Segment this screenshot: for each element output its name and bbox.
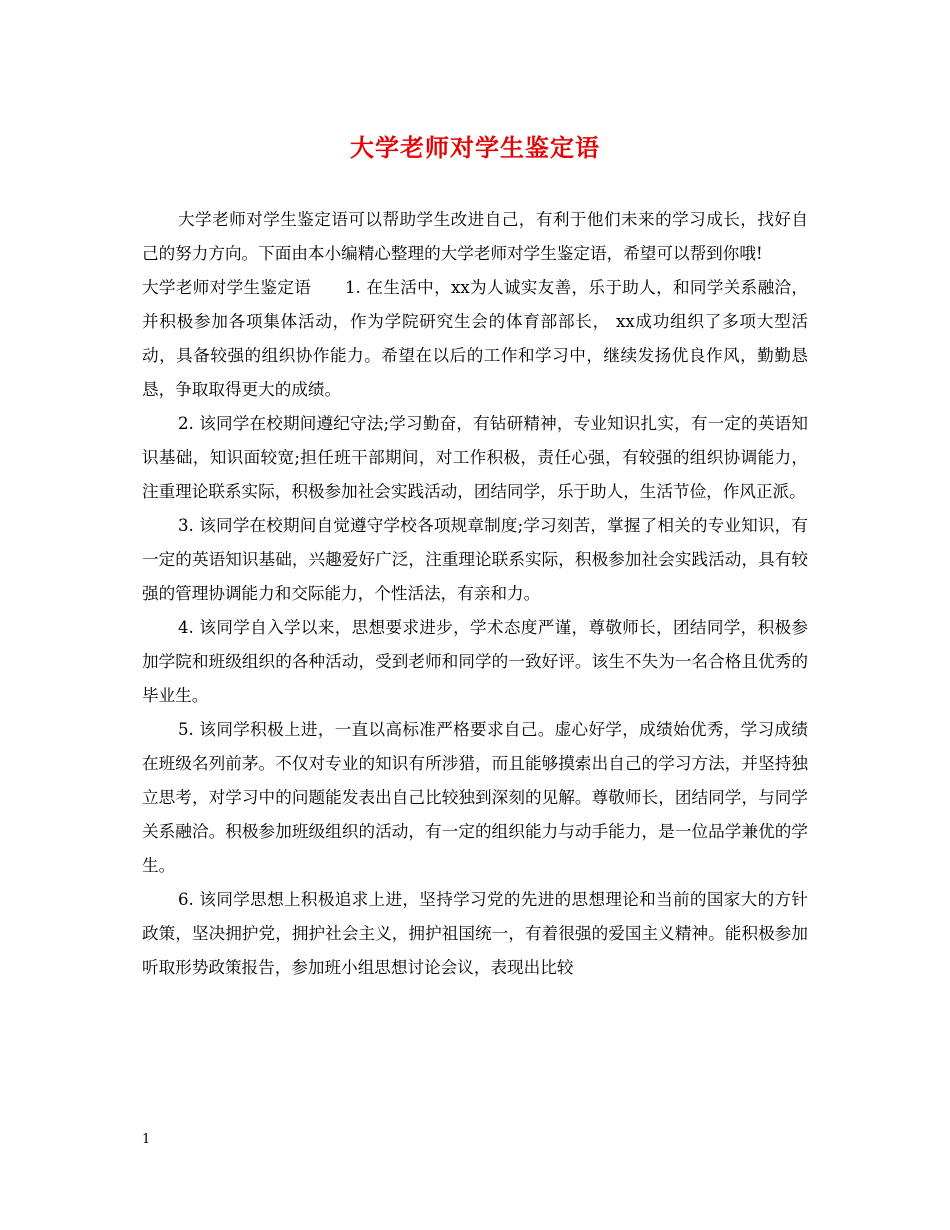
paragraph-item-4: 4. 该同学自入学以来，思想要求进步，学术态度严谨，尊敬师长，团结同学，积极参加学院和班级组织的各种活动，受到老师和同学的一致好评。该生不失为一名合格且优秀的毕业生。	[142, 618, 808, 705]
paragraph-item-3: 3. 该同学在校期间自觉遵守学校各项规章制度;学习刻苦，掌握了相关的专业知识，有一定的英语知识基础，兴趣爱好广泛，注重理论联系实际，积极参加社会实践活动，具有较强的管理协调能力和交际能力，个性活法，有亲和力。	[142, 516, 808, 603]
document-body	[142, 203, 808, 985]
page-number: 1	[142, 1132, 151, 1147]
paragraph-item-5: 5. 该同学积极上进，一直以高标准严格要求自己。虚心好学，成绩始优秀，学习成绩在班级名列前茅。不仅对专业的知识有所涉猎，而且能够摸索出自己的学习方法，并坚持独立思考，对学习中的问题能发表出自己比较独到深刻的见解。尊敬师长，团结同学，与同学关系融洽。积极参加班级组织的活动，有一定的组织能力与动手能力，是一位品学兼优的学生。	[142, 720, 808, 875]
paragraph-item-1: 大学老师对学生鉴定语 1. 在生活中，xx为人诚实友善，乐于助人，和同学关系融洽，并积极参加各项集体活动，作为学院研究生会的体育部部长， xx成功组织了多项大型活动，具备较强的组织协作能力。希望在以后的工作和学习中，继续发扬优良作风，勤勤恳恳，争取取得更大的成绩。	[142, 278, 808, 399]
document-title: 大学老师对学生鉴定语	[350, 133, 600, 162]
paragraph-item-2: 2. 该同学在校期间遵纪守法;学习勤奋，有钻研精神，专业知识扎实，有一定的英语知识基础，知识面较宽;担任班干部期间，对工作积极，责任心强，有较强的组织协调能力，注重理论联系实际，积极参加社会实践活动，团结同学，乐于助人，生活节俭，作风正派。	[142, 414, 808, 501]
paragraph-intro: 大学老师对学生鉴定语可以帮助学生改进自己，有利于他们未来的学习成长，找好自己的努力方向。下面由本小编精心整理的大学老师对学生鉴定语，希望可以帮到你哦!	[142, 210, 808, 263]
paragraph-item-6: 6. 该同学思想上积极追求上进，坚持学习党的先进的思想理论和当前的国家大的方针政策，坚决拥护党，拥护社会主义，拥护祖国统一，有着很强的爱国主义精神。能积极参加听取形势政策报告，参加班小组思想讨论会议，表现出比较	[142, 890, 808, 977]
